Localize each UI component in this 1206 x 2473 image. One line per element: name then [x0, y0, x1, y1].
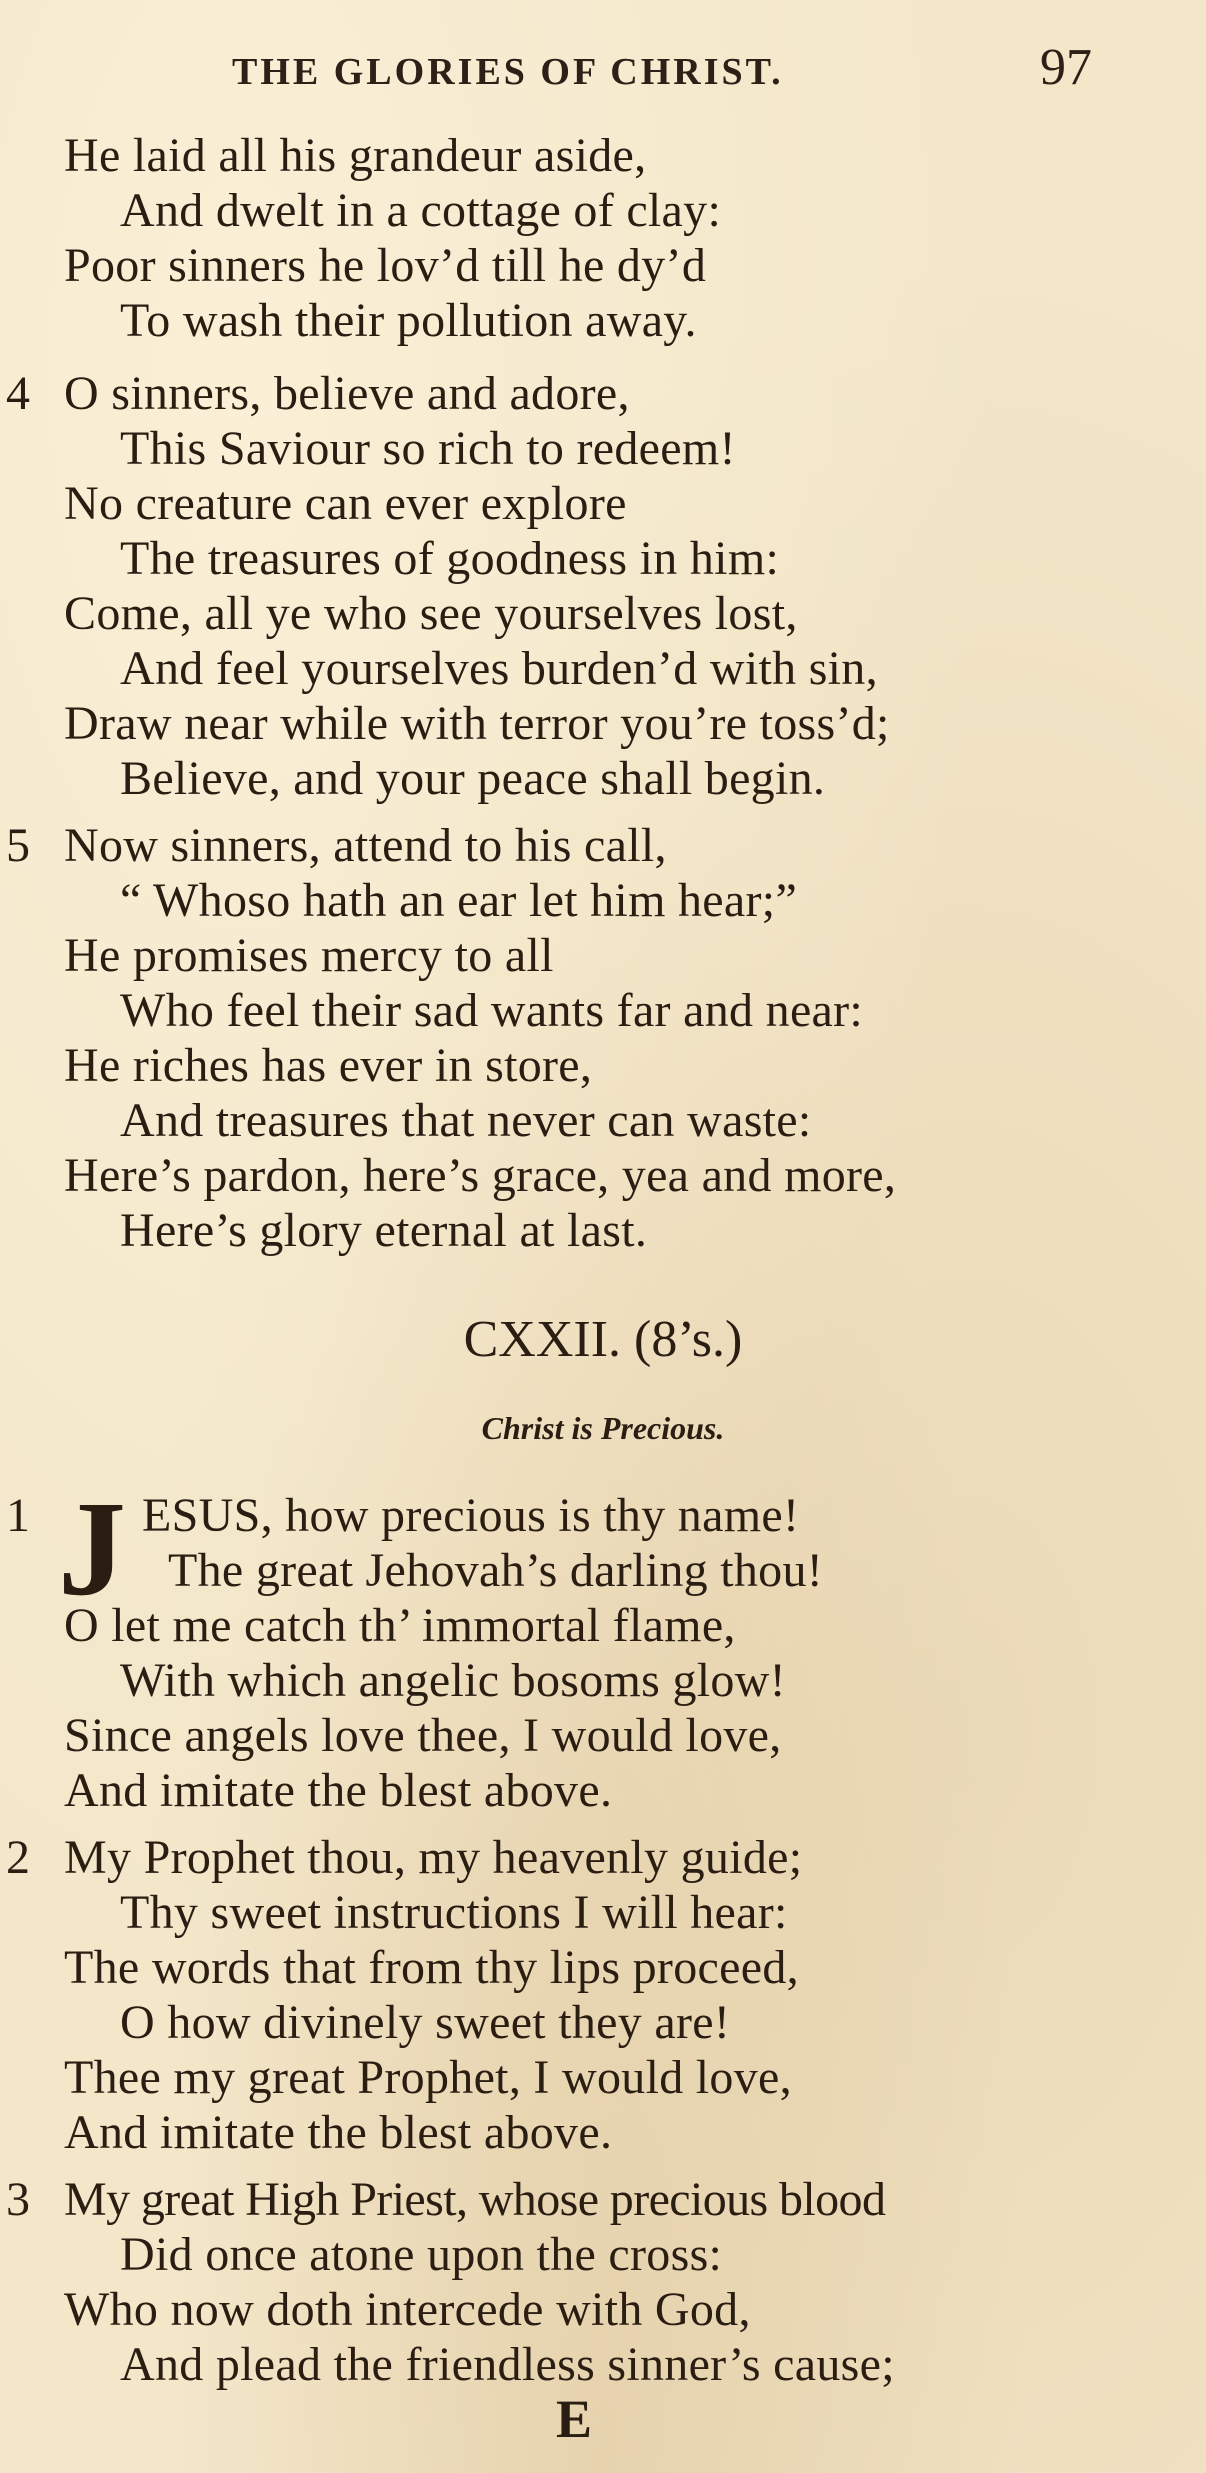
- verse-line: With which angelic bosoms glow!: [120, 1654, 786, 1707]
- verse-line: And imitate the blest above.: [64, 1764, 613, 1817]
- running-title: THE GLORIES OF CHRIST.: [232, 51, 784, 93]
- verse-line: And dwelt in a cottage of clay:: [120, 184, 722, 237]
- verse-line: The words that from thy lips proceed,: [64, 1941, 799, 1994]
- verse-line: Now sinners, attend to his call,: [64, 819, 667, 872]
- verse-line: And feel yourselves burden’d with sin,: [120, 642, 878, 695]
- verse-line: My Prophet thou, my heavenly guide;: [64, 1831, 803, 1884]
- verse-line: And treasures that never can waste:: [120, 1094, 812, 1147]
- verse-line: “ Whoso hath an ear let him hear;”: [120, 874, 798, 927]
- verse-line: To wash their pollution away.: [120, 294, 697, 347]
- verse-line: He laid all his grandeur aside,: [64, 129, 647, 182]
- verse-line: Come, all ye who see yourselves lost,: [64, 587, 798, 640]
- verse-line: Believe, and your peace shall begin.: [120, 752, 826, 805]
- stanza-number: 2: [6, 1831, 30, 1884]
- verse-line: Did once atone upon the cross:: [120, 2228, 723, 2281]
- hymn-number: CXXII. (8’s.): [463, 1311, 743, 1368]
- verse-line: And imitate the blest above.: [64, 2106, 613, 2159]
- stanza-number: 1: [6, 1489, 30, 1542]
- verse-line: Here’s pardon, here’s grace, yea and more,: [64, 1149, 897, 1202]
- page-header: [0, 38, 1206, 108]
- verse-line: ESUS, how precious is thy name!: [142, 1489, 800, 1542]
- hymn-title: Christ is Precious.: [481, 1410, 725, 1446]
- stanza-number: 4: [6, 367, 30, 420]
- stanza-number: 5: [6, 819, 30, 872]
- drop-cap: J: [58, 1474, 126, 1624]
- verse-line: Poor sinners he lov’d till he dy’d: [64, 239, 707, 292]
- verse-line: And plead the friendless sinner’s cause;: [120, 2338, 895, 2391]
- verse-line: Here’s glory eternal at last.: [120, 1204, 648, 1257]
- verse-line: Since angels love thee, I would love,: [64, 1709, 782, 1762]
- verse-line: O how divinely sweet they are!: [120, 1996, 731, 2049]
- catchword: E: [556, 2389, 593, 2449]
- verse-line: He riches has ever in store,: [64, 1039, 593, 1092]
- verse-line: This Saviour so rich to redeem!: [120, 422, 736, 475]
- verse-line: Thee my great Prophet, I would love,: [64, 2051, 792, 2104]
- verse-line: No creature can ever explore: [64, 477, 627, 530]
- verse-line: Draw near while with terror you’re toss’d;: [64, 697, 890, 750]
- verse-line: O let me catch th’ immortal flame,: [64, 1599, 736, 1652]
- stanza-number: 3: [6, 2173, 30, 2226]
- verse-line: He promises mercy to all: [64, 929, 554, 982]
- verse-line: The great Jehovah’s darling thou!: [168, 1544, 824, 1597]
- verse-line: Who now doth intercede with God,: [64, 2283, 751, 2336]
- verse-line: Who feel their sad wants far and near:: [120, 984, 864, 1037]
- verse-line: My great High Priest, whose precious blood: [64, 2173, 886, 2226]
- verse-line: The treasures of goodness in him:: [120, 532, 780, 585]
- verse-line: Thy sweet instructions I will hear:: [120, 1886, 788, 1939]
- page-number: 97: [1040, 39, 1092, 96]
- verse-line: O sinners, believe and adore,: [64, 367, 630, 420]
